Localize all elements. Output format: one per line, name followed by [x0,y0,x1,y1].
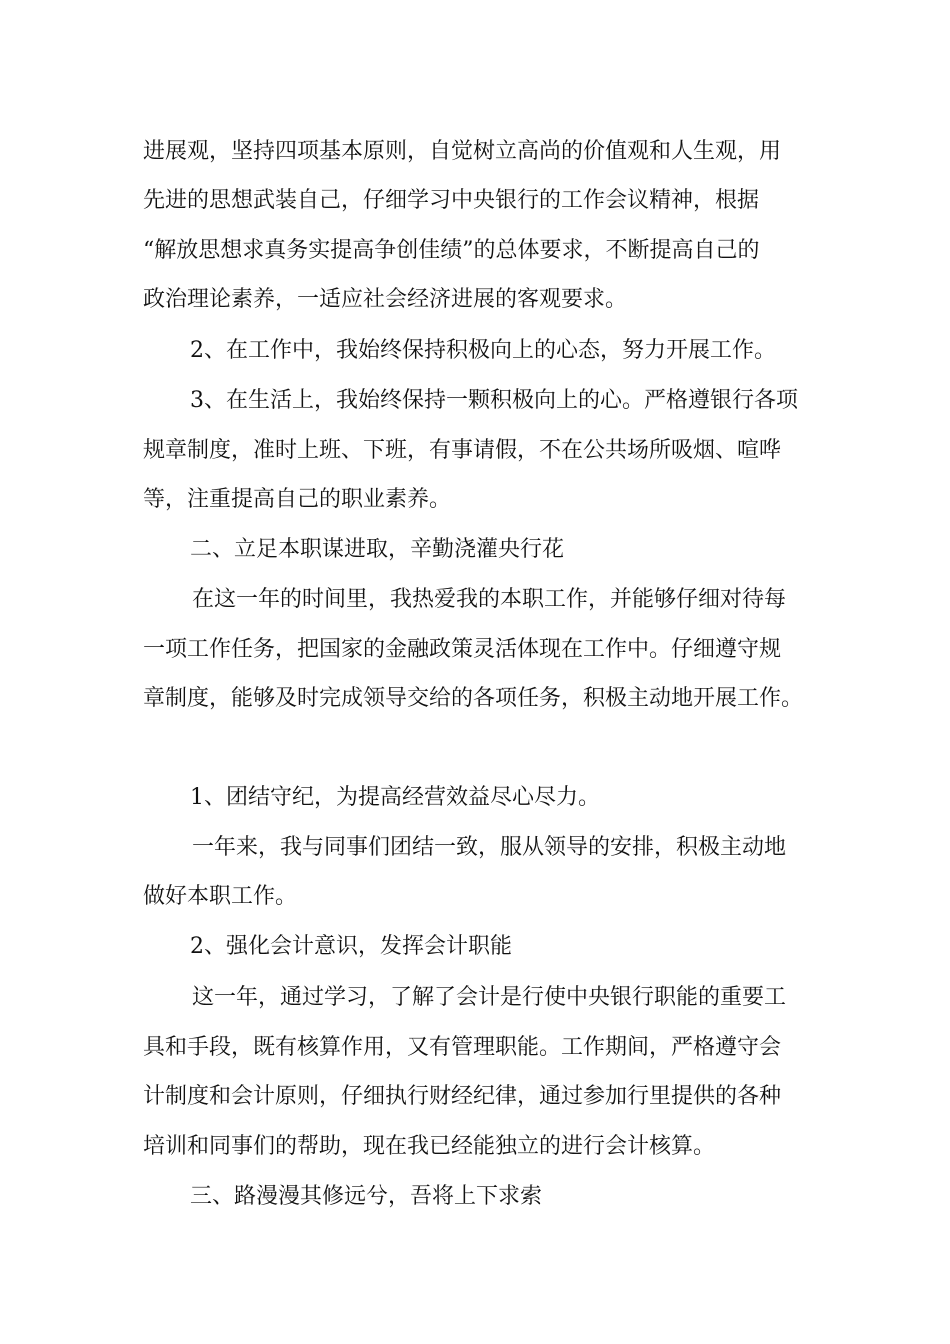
body-text-line: 一年来，我与同事们团结一致，服从领导的安排，积极主动地 [192,835,787,860]
section-heading: 二、立足本职谋进取，辛勤浇灌央行花 [190,537,565,562]
list-item-text: 2、在工作中，我始终保持积极向上的心态，努力开展工作。 [190,338,776,363]
body-text-line: 政治理论素养，一适应社会经济进展的客观要求。 [143,287,628,312]
body-text-line: 一项工作任务，把国家的金融政策灵活体现在工作中。仔细遵守规 [143,637,782,662]
body-text-line: 规章制度，准时上班、下班，有事请假，不在公共场所吸烟、喧哗 [143,438,782,463]
subsection-heading: 2、强化会计意识，发挥会计职能 [190,934,512,959]
body-text-line: 等，注重提高自己的职业素养。 [143,487,452,512]
body-text-line: 进展观，坚持四项基本原则，自觉树立高尚的价值观和人生观，用 [143,139,782,164]
body-text-line: 具和手段，既有核算作用，又有管理职能。工作期间，严格遵守会 [143,1035,782,1060]
body-text-line: 在这一年的时间里，我热爱我的本职工作，并能够仔细对待每 [192,587,787,612]
body-text-line: 做好本职工作。 [143,884,298,909]
list-item-text: 3、在生活上，我始终保持一颗积极向上的心。严格遵银行各项 [190,388,798,413]
body-text-line: “解放思想求真务实提高争创佳绩”的总体要求，不断提高自己的 [143,238,760,263]
section-heading: 三、路漫漫其修远兮，吾将上下求索 [190,1184,543,1209]
body-text-line: 计制度和会计原则，仔细执行财经纪律，通过参加行里提供的各种 [143,1084,782,1109]
body-text-line: 先进的思想武装自己，仔细学习中央银行的工作会议精神，根据 [143,188,760,213]
body-text-line: 章制度，能够及时完成领导交给的各项任务，积极主动地开展工作。 [143,686,804,711]
subsection-heading: 1、团结守纪，为提高经营效益尽心尽力。 [190,785,600,810]
body-text-line: 这一年，通过学习，了解了会计是行使中央银行职能的重要工 [192,985,787,1010]
body-text-line: 培训和同事们的帮助，现在我已经能独立的进行会计核算。 [143,1134,716,1159]
